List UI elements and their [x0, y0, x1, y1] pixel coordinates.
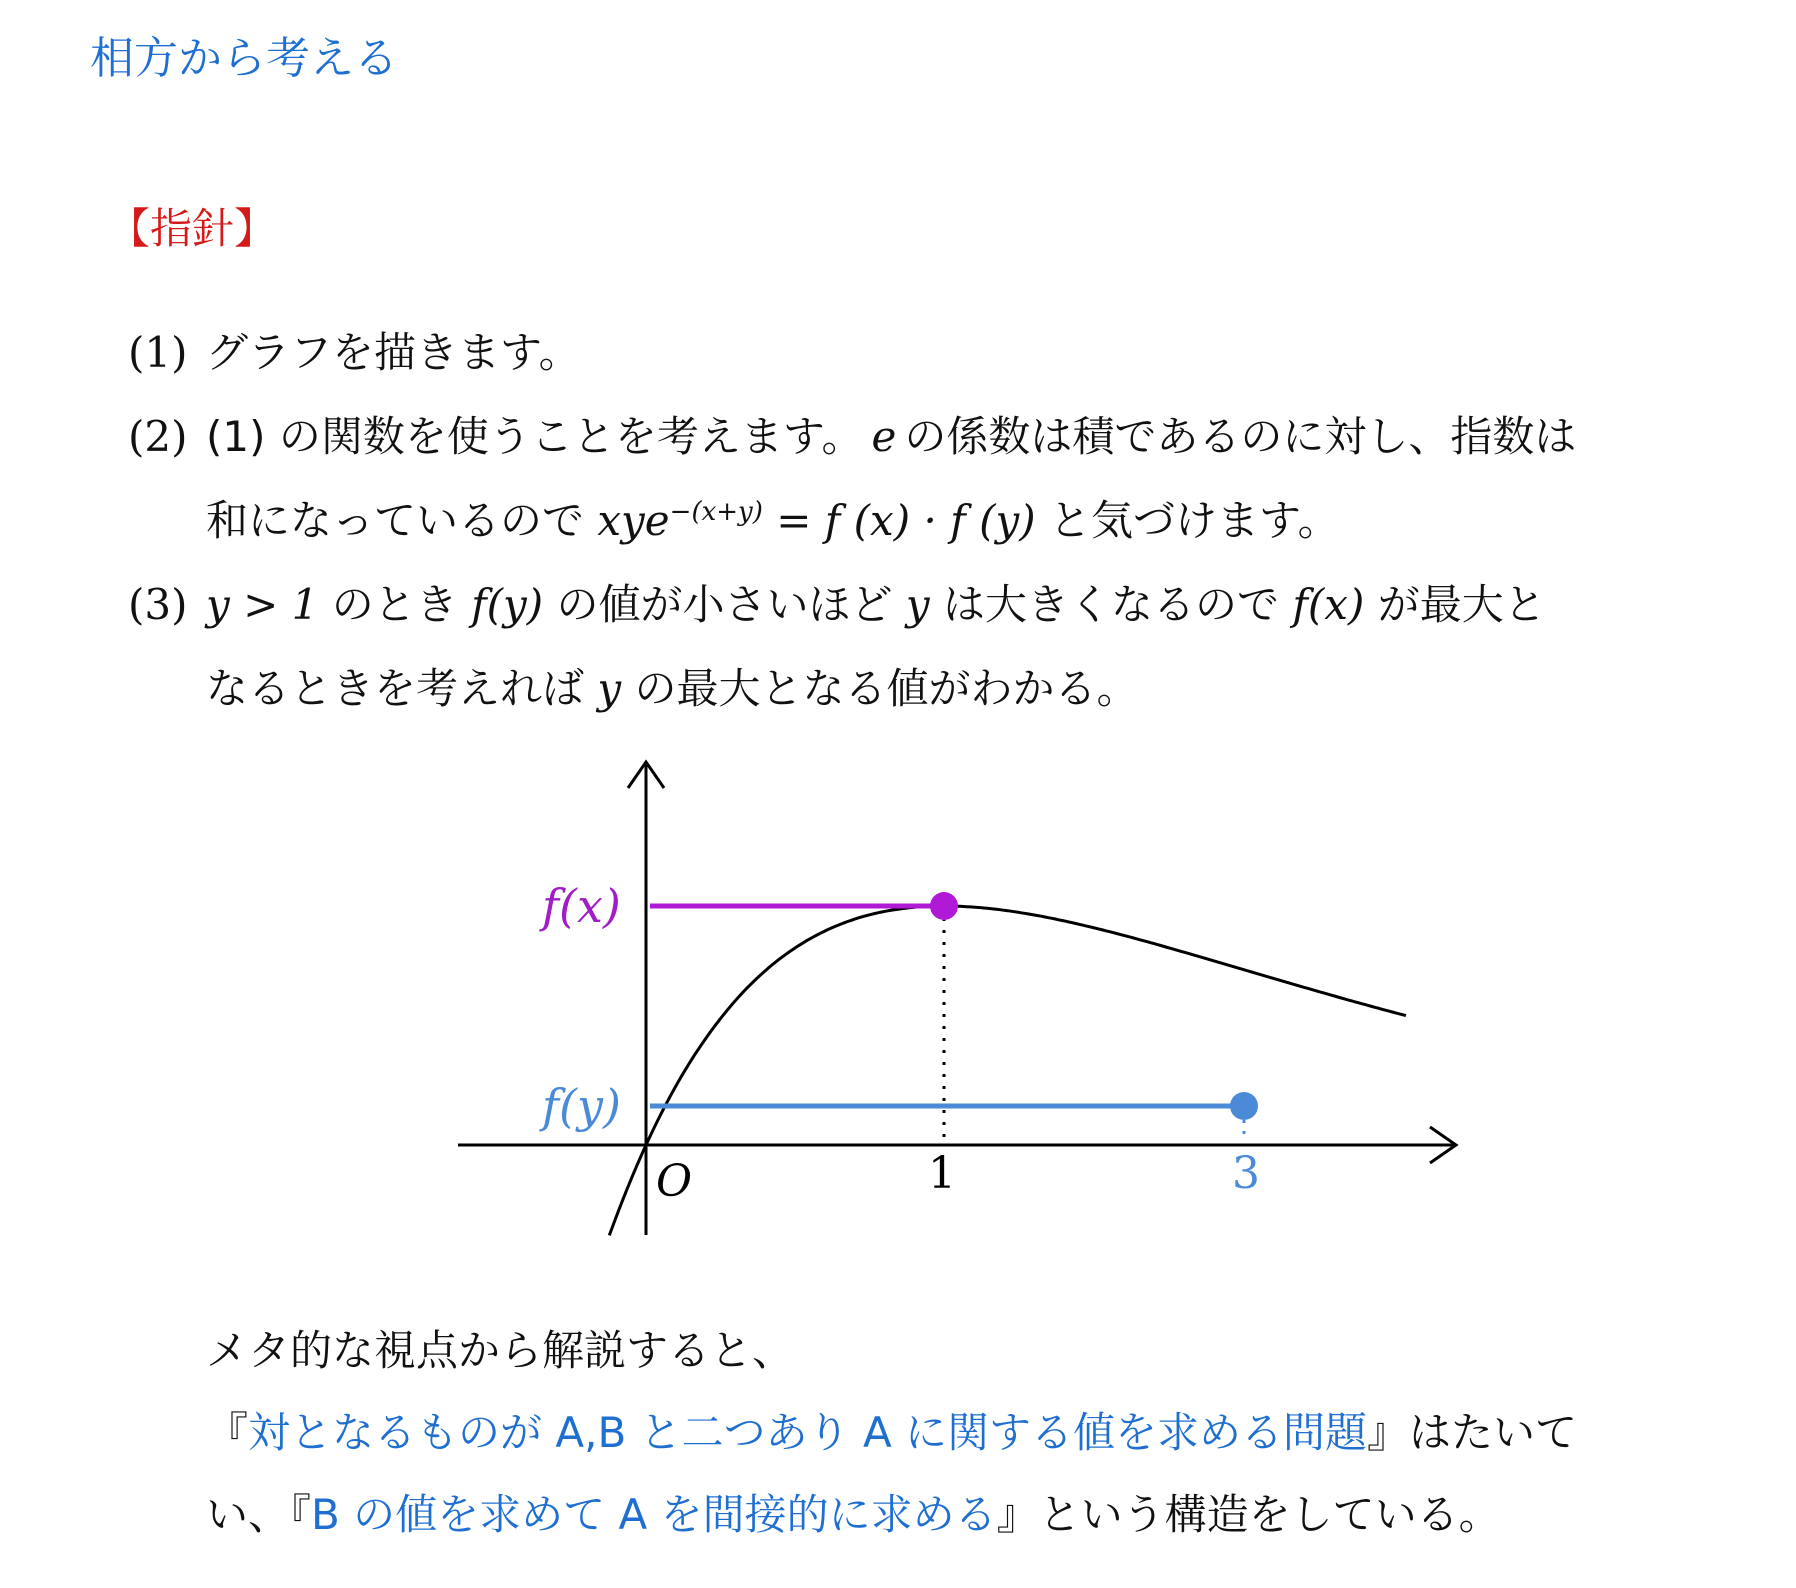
text: 』はたいて [1367, 1408, 1578, 1457]
var-y: y [905, 580, 930, 629]
expr-base: xye [597, 496, 670, 545]
text: 』という構造をしている。 [996, 1490, 1501, 1539]
highlight-quote-1: 対となるものが A,B と二つあり A に関する値を求める問題 [248, 1408, 1368, 1457]
item-number: (1) [128, 328, 188, 377]
fx-point [930, 892, 958, 920]
expr-rhs: = f (x) · f (y) [776, 496, 1036, 545]
highlight-quote-2: B の値を求めて A を間接的に求める [311, 1490, 997, 1539]
item-number: (3) [128, 580, 188, 629]
meta-line-1: メタ的な視点から解説すると、 [206, 1326, 795, 1375]
text: なるときを考えれば [206, 664, 585, 713]
meta-line-3 [206, 1490, 1501, 1540]
item-number: (2) [128, 412, 188, 461]
text: 和になっているので [206, 496, 585, 545]
item-text-suffix: の係数は積であるのに対し、指数は [904, 412, 1577, 461]
item-text-prefix: (1) の関数を使うことを考えます。 [206, 412, 864, 461]
text: は大きくなるので [942, 580, 1279, 629]
expr-exponent: −(x+y) [669, 497, 763, 527]
condition: y > 1 [206, 580, 319, 629]
item-text: グラフを描きます。 [206, 328, 581, 377]
label-fy: f(y) [542, 1079, 621, 1133]
text: い、『 [206, 1490, 312, 1539]
text: が最大と [1377, 580, 1546, 629]
fx: f(x) [1292, 580, 1365, 629]
text: のとき [331, 580, 458, 629]
var-y: y [597, 664, 622, 713]
section-heading[interactable]: 相方から考える [90, 33, 398, 84]
tick-label-3: 3 [1232, 1148, 1260, 1199]
open-quote: 『 [206, 1408, 249, 1457]
origin-label: O [656, 1156, 693, 1207]
curve [609, 906, 1406, 1235]
var-e: e [871, 412, 897, 461]
text: の値が小さいほど [556, 580, 893, 629]
guide-label: 【指針】 [108, 204, 277, 253]
meta-line-2 [206, 1408, 1577, 1458]
text: の最大となる値がわかる。 [634, 664, 1139, 713]
text: と気づけます。 [1048, 496, 1340, 545]
fy: f(y) [471, 580, 544, 629]
fy-point [1230, 1092, 1258, 1120]
tick-label-1: 1 [928, 1148, 956, 1199]
label-fx: f(x) [542, 879, 621, 933]
